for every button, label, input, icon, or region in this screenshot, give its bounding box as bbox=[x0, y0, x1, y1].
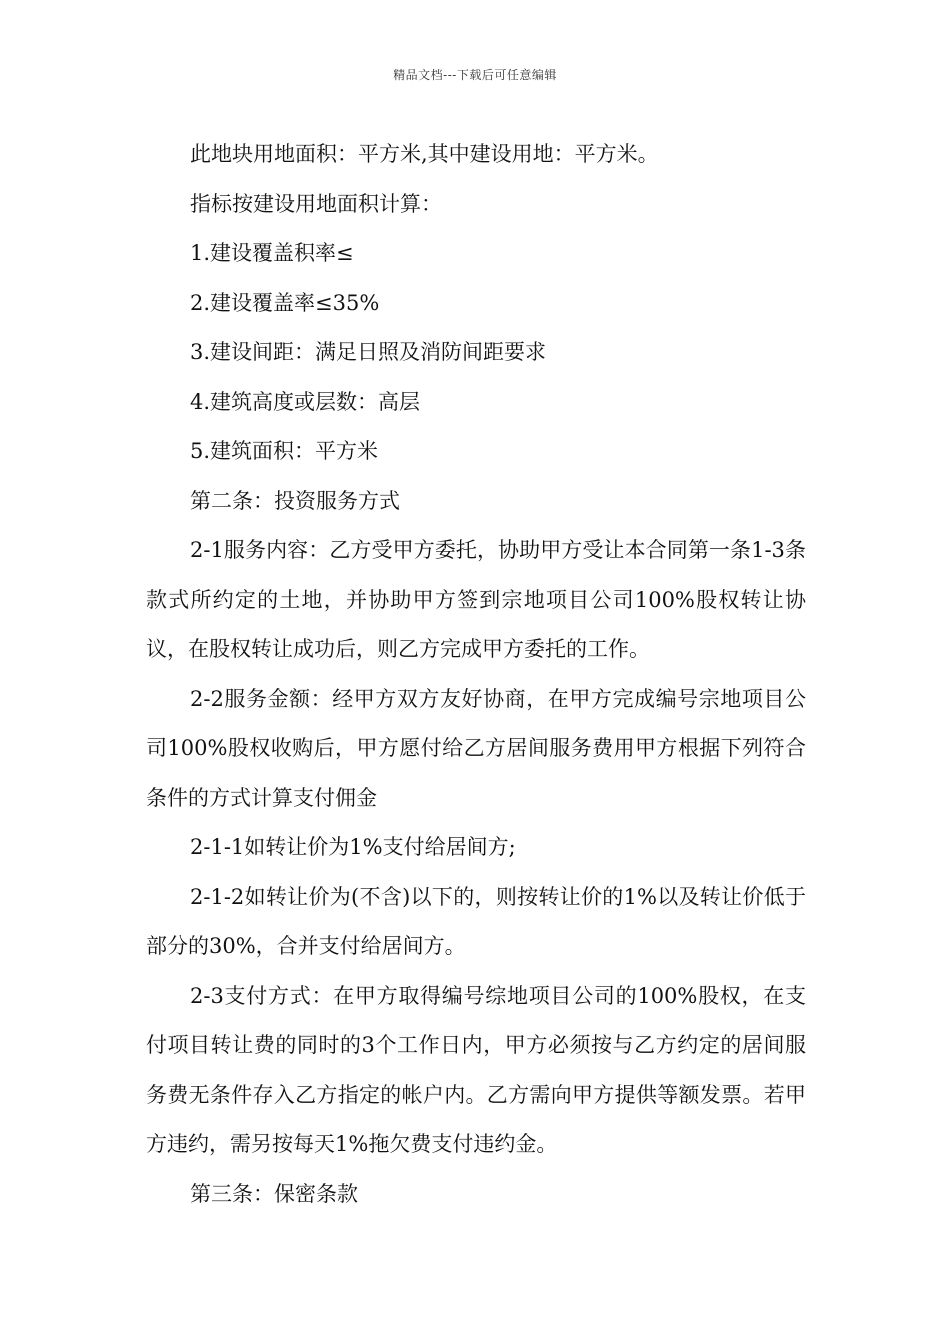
paragraph-land-area: 此地块用地面积：平方米,其中建设用地：平方米。 bbox=[190, 142, 659, 166]
paragraph-2-1: 2-1服务内容：乙方受甲方委托，协助甲方受让本合同第一条1-3条款式所约定的土地，并协助甲方签到宗地项目公司100%股权转让协议，在股权转让成功后，则乙方完成甲方委托的工作。 bbox=[146, 538, 806, 661]
section-heading-article-3: 第三条：保密条款 bbox=[190, 1181, 358, 1206]
paragraph-indicators: 指标按建设用地面积计算： bbox=[190, 191, 442, 216]
list-item-floor-area: 5.建筑面积：平方米 bbox=[190, 439, 379, 463]
paragraph-2-3: 2-3支付方式：在甲方取得编号综地项目公司的100%股权，在支付项目转让费的同时的3个工作日内，甲方必须按与乙方约定的居间服务费无条件存入乙方指定的帐户内。乙方需向甲方提供等额发票。若甲方违约，需另按每天1%拖欠费支付违约金。 bbox=[146, 983, 806, 1156]
page-header: 精品文档---下载后可任意编辑 bbox=[393, 68, 557, 82]
paragraph-2-1-2: 2-1-2如转让价为(不含)以下的，则按转让价的1%以及转让价低于部分的30%，合并支付给居间方。 bbox=[146, 884, 806, 958]
list-item-spacing: 3.建设间距：满足日照及消防间距要求 bbox=[190, 340, 547, 364]
document-body bbox=[146, 130, 806, 1219]
list-item-height: 4.建筑高度或层数：高层 bbox=[190, 389, 421, 414]
paragraph-2-2: 2-2服务金额：经甲方双方友好协商，在甲方完成编号宗地项目公司100%股权收购后，甲方愿付给乙方居间服务费用甲方根据下列符合条件的方式计算支付佣金 bbox=[146, 686, 806, 810]
list-item-coverage-rate: 2.建设覆盖率≤35% bbox=[190, 290, 380, 315]
list-item-coverage-ratio: 1.建设覆盖积率≤ bbox=[190, 241, 354, 265]
paragraph-2-1-1: 2-1-1如转让价为1%支付给居间方; bbox=[190, 835, 516, 859]
section-heading-article-2: 第二条：投资服务方式 bbox=[190, 488, 400, 513]
